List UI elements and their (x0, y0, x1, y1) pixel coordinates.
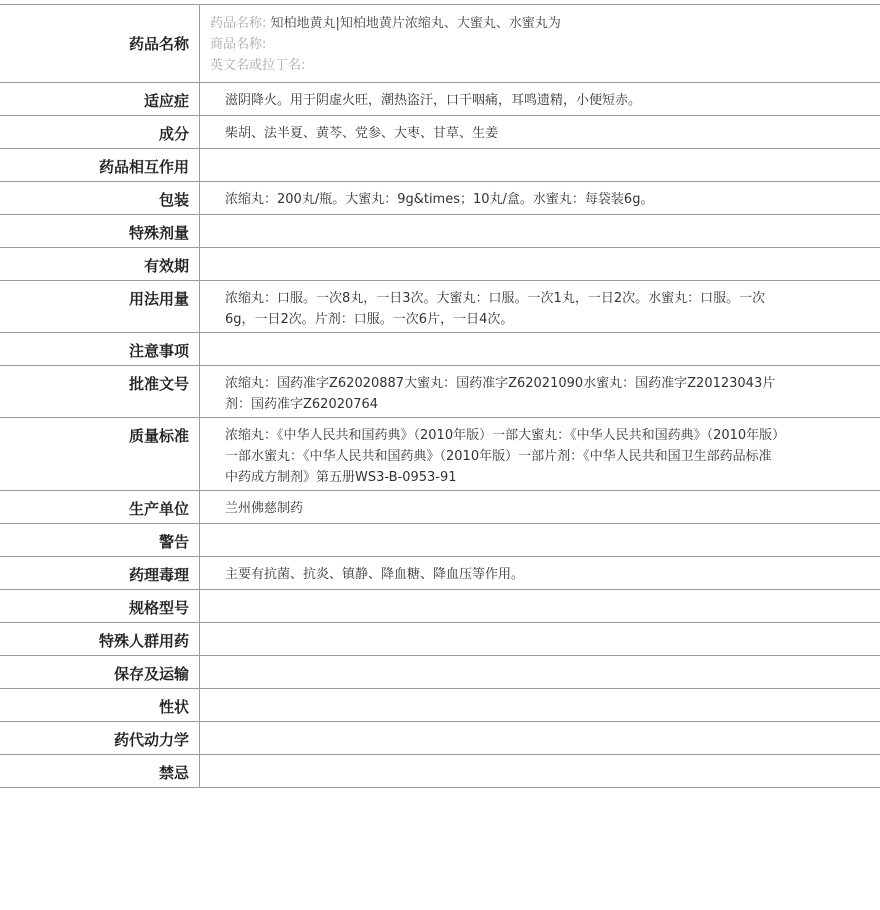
table-row (0, 418, 880, 491)
row-value (200, 755, 880, 788)
row-value (200, 149, 880, 182)
row-value (200, 623, 880, 656)
table-row (0, 215, 880, 248)
table-row (0, 755, 880, 788)
row-value: 柴胡、法半夏、黄芩、党参、大枣、甘草、生姜 (200, 116, 880, 149)
row-value: 主要有抗菌、抗炎、镇静、降血糖、降血压等作用。 (200, 557, 880, 590)
row-value (200, 215, 880, 248)
row-label: 特殊剂量 (0, 215, 200, 248)
table-row (0, 590, 880, 623)
table-row (0, 248, 880, 281)
row-value (200, 689, 880, 722)
row-value: 滋阴降火。用于阴虚火旺，潮热盗汗，口干咽痛，耳鸣遗精，小便短赤。 (200, 83, 880, 116)
row-value (200, 656, 880, 689)
row-label: 有效期 (0, 248, 200, 281)
table-row (0, 557, 880, 590)
table-row (0, 366, 880, 418)
row-value: 浓缩丸：200丸/瓶。大蜜丸：9g&times；10丸/盒。水蜜丸：每袋装6g。 (200, 182, 880, 215)
row-value: 浓缩丸：《中华人民共和国药典》（2010年版）一部大蜜丸：《中华人民共和国药典》（2010年版）一部水蜜丸：《中华人民共和国药典》（2010年版）一部片剂：《中华人民共和国卫生部药品标准中药成方制剂》第五册WS3-B-0953-91 (200, 418, 880, 491)
row-label: 用法用量 (0, 281, 200, 333)
drug-info-table (0, 4, 880, 788)
row-value (200, 333, 880, 366)
table-row (0, 689, 880, 722)
row-label: 药代动力学 (0, 722, 200, 755)
row-label: 警告 (0, 524, 200, 557)
row-label: 药品名称 (0, 5, 200, 83)
drug-name-value: 知柏地黄丸|知柏地黄片浓缩丸、大蜜丸、水蜜丸为 (270, 16, 561, 31)
drug-name-prefix: 药品名称: (210, 16, 267, 31)
row-label: 适应症 (0, 83, 200, 116)
row-value (200, 722, 880, 755)
row-label: 药品相互作用 (0, 149, 200, 182)
row-label: 批准文号 (0, 366, 200, 418)
table-row (0, 333, 880, 366)
row-label: 注意事项 (0, 333, 200, 366)
table-row (0, 149, 880, 182)
row-label: 质量标准 (0, 418, 200, 491)
table-row (0, 524, 880, 557)
row-label: 特殊人群用药 (0, 623, 200, 656)
table-row (0, 722, 880, 755)
row-label: 保存及运输 (0, 656, 200, 689)
table-row (0, 182, 880, 215)
row-label: 生产单位 (0, 491, 200, 524)
row-value: 浓缩丸：国药准字Z62020887大蜜丸：国药准字Z62021090水蜜丸：国药准字Z20123043片剂：国药准字Z62020764 (200, 366, 880, 418)
row-label: 禁忌 (0, 755, 200, 788)
row-value (200, 524, 880, 557)
row-value (200, 590, 880, 623)
row-value (200, 5, 880, 83)
table-row (0, 83, 880, 116)
row-label: 药理毒理 (0, 557, 200, 590)
row-label: 成分 (0, 116, 200, 149)
table-row (0, 281, 880, 333)
row-label: 性状 (0, 689, 200, 722)
table-row (0, 491, 880, 524)
table-row (0, 623, 880, 656)
table-row (0, 656, 880, 689)
row-value: 兰州佛慈制药 (200, 491, 880, 524)
trade-name-prefix: 商品名称: (210, 37, 267, 52)
table-row (0, 116, 880, 149)
latin-name-prefix: 英文名或拉丁名: (210, 58, 306, 73)
row-label: 包装 (0, 182, 200, 215)
row-label: 规格型号 (0, 590, 200, 623)
row-value: 浓缩丸：口服。一次8丸，一日3次。大蜜丸：口服。一次1丸，一日2次。水蜜丸：口服。一次6g，一日2次。片剂：口服。一次6片，一日4次。 (200, 281, 880, 333)
row-value (200, 248, 880, 281)
table-row-name (0, 5, 880, 83)
